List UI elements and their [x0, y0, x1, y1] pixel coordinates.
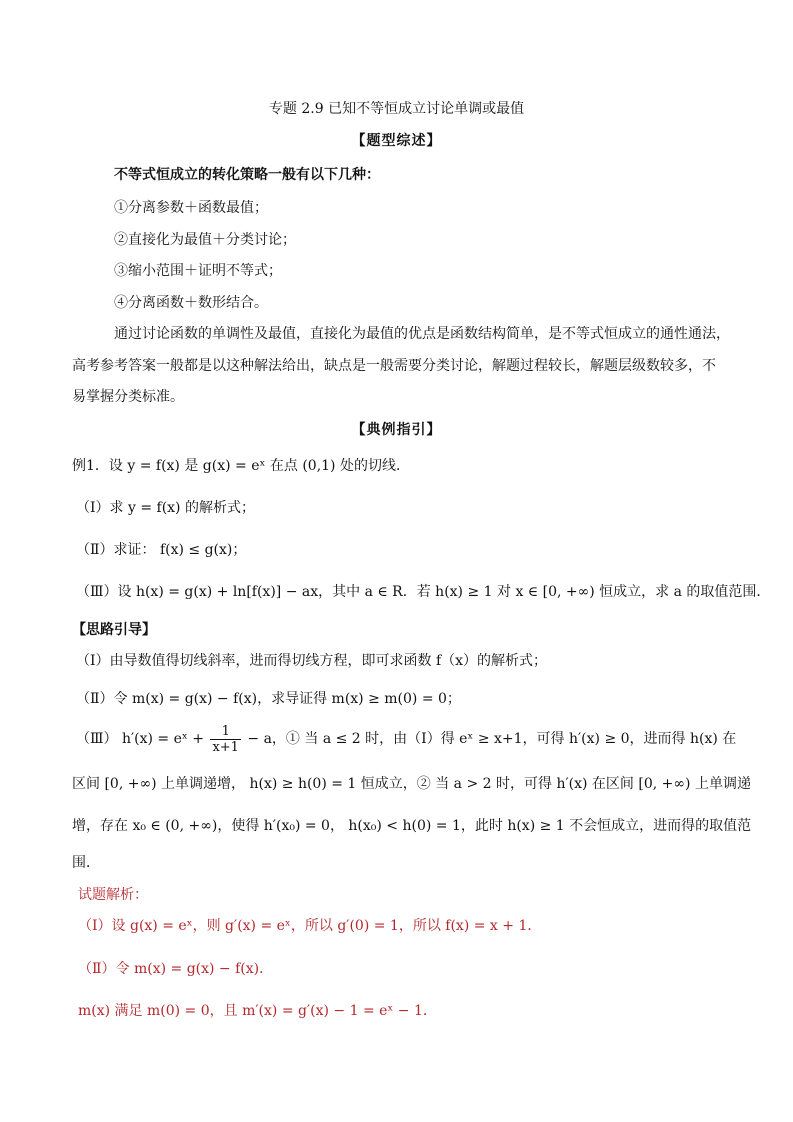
strategy-item: ④分离函数＋数形结合。: [114, 295, 268, 311]
hint-heading: 【思路引导】: [72, 622, 156, 638]
solution-line: m(x) 满足 m(0) = 0，且 m′(x) = g′(x) − 1 = eˣ − 1．: [78, 1003, 437, 1019]
hint-line: （Ⅰ）由导数值得切线斜率，进而得切线方程，即可求函数 f（x）的解析式；: [76, 653, 548, 669]
solution-line: （Ⅰ）设 g(x) = eˣ，则 g′(x) = eˣ，所以 g′(0) = 1，所以 f(x) = x + 1．: [78, 918, 542, 934]
fraction-denominator: x+1: [212, 739, 239, 755]
solution-heading: 试题解析：: [78, 887, 148, 903]
hint-line: [76, 722, 736, 756]
hint-line: 增，存在 x₀ ∈ (0, +∞)，使得 h′(x₀) = 0， h(x₀) < h(0) = 1，此时 h(x) ≥ 1 不会恒成立，进而得的取值范: [72, 818, 752, 834]
example-question-1: （Ⅰ）求 y = f(x) 的解析式；: [76, 500, 255, 516]
paragraph-line: 通过讨论函数的单调性及最值，直接化为最值的优点是函数结构简单，是不等式恒成立的通性通法，: [114, 326, 730, 342]
section-heading-overview: 【题型综述】: [351, 133, 442, 149]
section-heading-examples: 【典例指引】: [351, 422, 442, 438]
paragraph-line: 高考参考答案一般都是以这种解法给出，缺点是一般需要分类讨论，解题过程较长，解题层级数较多，不: [72, 358, 716, 374]
fraction-numerator: 1: [210, 724, 241, 740]
hint-derivative-prefix: （Ⅲ） h′(x) = eˣ +: [76, 731, 204, 747]
paragraph-line: 易掌握分类标准。: [72, 389, 184, 405]
strategy-heading: 不等式恒成立的转化策略一般有以下几种：: [114, 167, 380, 183]
hint-line: 围．: [72, 855, 100, 871]
hint-line: （Ⅱ）令 m(x) = g(x) − f(x)，求导证得 m(x) ≥ m(0) = 0；: [76, 691, 461, 707]
fraction: [210, 724, 241, 755]
hint-line: 区间 [0, +∞) 上单调递增， h(x) ≥ h(0) = 1 恒成立，② 当 a > 2 时，可得 h′(x) 在区间 [0, +∞) 上单调递: [72, 776, 751, 792]
example-stem: 例1．设 y = f(x) 是 g(x) = eˣ 在点 (0,1) 处的切线．: [72, 458, 410, 474]
solution-line: （Ⅱ）令 m(x) = g(x) − f(x)．: [78, 961, 274, 977]
doc-title: 专题 2.9 已知不等恒成立讨论单调或最值: [268, 101, 525, 117]
strategy-item: ①分离参数＋函数最值；: [114, 200, 268, 216]
example-question-3: （Ⅲ）设 h(x) = g(x) + ln[f(x)] − ax，其中 a ∈ R．若 h(x) ≥ 1 对 x ∈ [0, +∞) 恒成立，求 a 的取值范围．: [76, 584, 771, 600]
strategy-item: ②直接化为最值＋分类讨论；: [114, 232, 296, 248]
strategy-item: ③缩小范围＋证明不等式；: [114, 263, 282, 279]
hint-derivative-suffix: − a，① 当 a ≤ 2 时，由（Ⅰ）得 eˣ ≥ x+1，可得 h′(x) ≥ 0，进而得 h(x) 在: [247, 731, 737, 747]
example-question-2: （Ⅱ）求证： f(x) ≤ g(x)；: [76, 542, 247, 558]
